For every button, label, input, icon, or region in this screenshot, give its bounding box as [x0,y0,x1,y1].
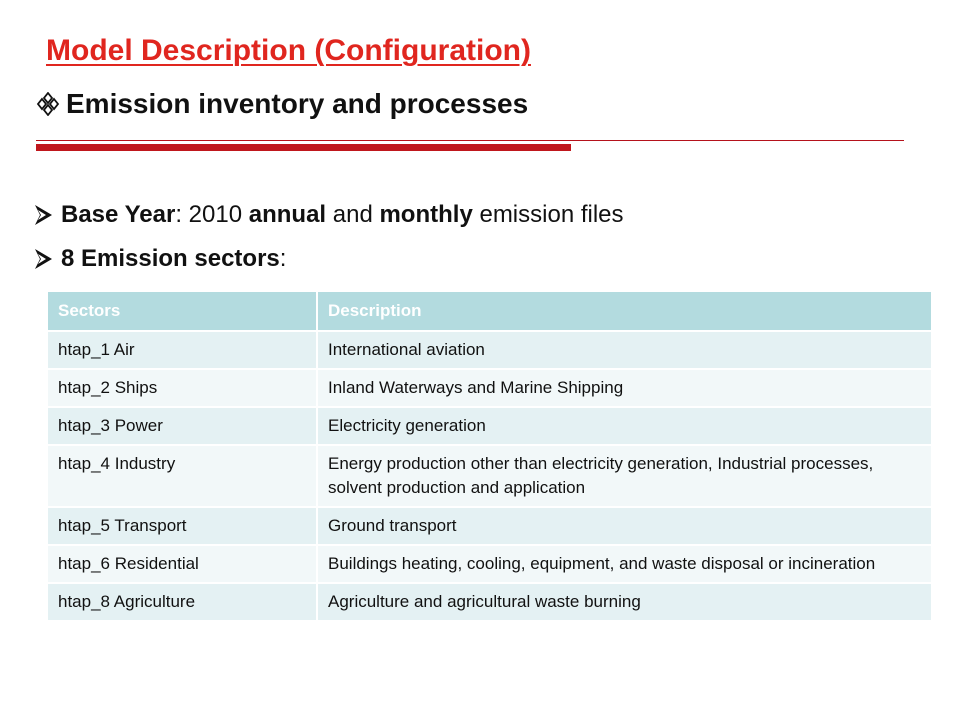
description-cell: International aviation [317,331,932,369]
arrow-bullet-icon [33,248,53,270]
table-row [48,583,932,621]
description-cell: Agriculture and agricultural waste burning [317,583,932,621]
four-diamond-icon [36,92,60,116]
sector-cell: htap_5 Transport [48,507,317,545]
table-row [48,545,932,583]
base-year-label: Base Year [61,201,176,228]
table-row [48,407,932,445]
description-cell: Ground transport [317,507,932,545]
description-cell: Electricity generation [317,407,932,445]
table-row [48,369,932,407]
header-sectors: Sectors [48,292,317,331]
description-cell: Energy production other than electricity generation, Industrial processes, solvent production and application [317,445,932,507]
base-year-rest: emission files [472,201,624,228]
subtitle-row [36,88,528,120]
bullet-base-year [33,201,624,229]
sector-cell: htap_2 Ships [48,369,317,407]
sector-cell: htap_4 Industry [48,445,317,507]
sectors-table [48,292,933,622]
arrow-bullet-icon [33,204,53,226]
divider-thin [36,140,904,141]
table-row [48,445,932,507]
divider-thick [36,144,571,151]
emission-sectors-colon: : [279,245,287,272]
monthly-word: monthly [379,201,473,228]
sector-cell: htap_1 Air [48,331,317,369]
sector-cell: htap_8 Agriculture [48,583,317,621]
table-row [48,331,932,369]
base-year-value: : 2010 [175,201,249,228]
emission-sectors-label: 8 Emission sectors [61,245,280,272]
description-cell: Inland Waterways and Marine Shipping [317,369,932,407]
sector-cell: htap_6 Residential [48,545,317,583]
sector-cell: htap_3 Power [48,407,317,445]
slide-title: Model Description (Configuration) [46,34,531,67]
and-word: and [326,201,380,228]
table-row [48,507,932,545]
header-description: Description [317,292,932,331]
annual-word: annual [248,201,327,228]
bullet-emission-sectors [33,245,286,273]
table-header-row [48,292,932,331]
subtitle: Emission inventory and processes [66,88,529,119]
description-cell: Buildings heating, cooling, equipment, and waste disposal or incineration [317,545,932,583]
